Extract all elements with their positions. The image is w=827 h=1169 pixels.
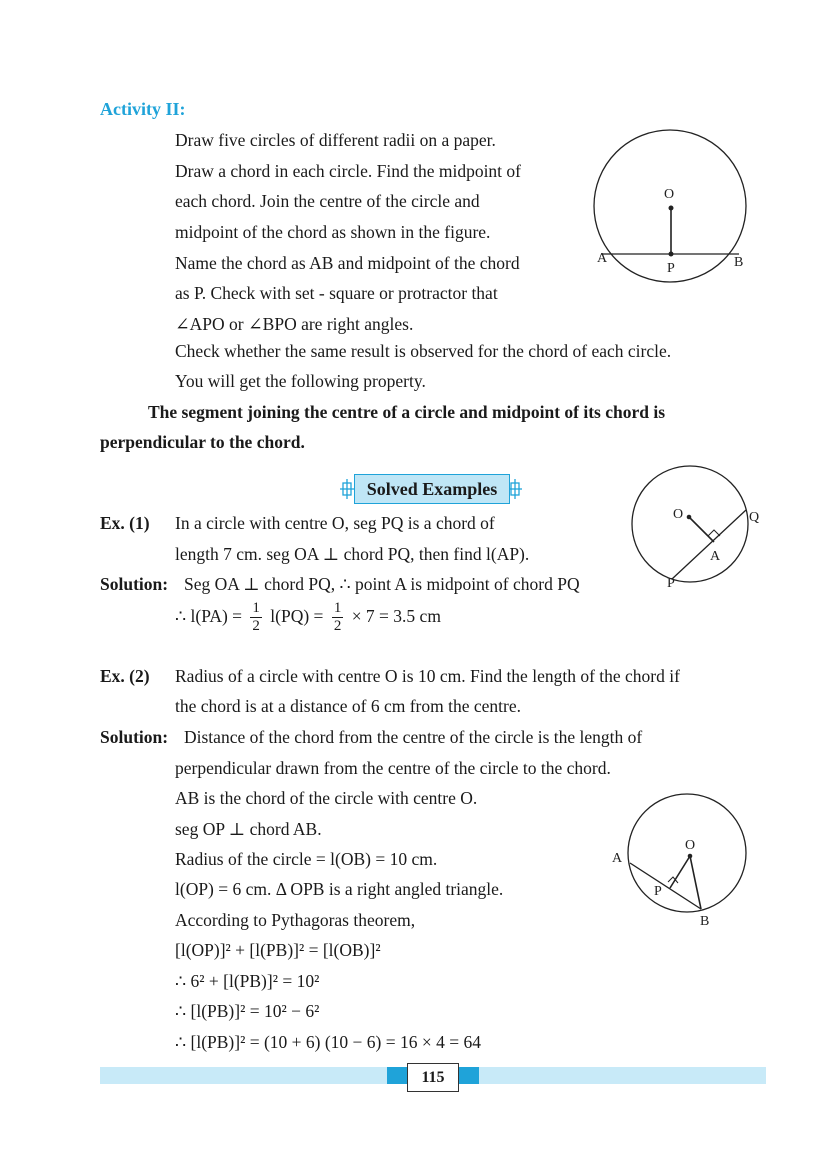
ex2-line: According to Pythagoras theorem, [175, 910, 416, 930]
segment-oa [689, 517, 714, 542]
label-o: O [664, 187, 675, 202]
ex2-line: Radius of the circle = l(OB) = 10 cm. [175, 849, 438, 869]
label-p: P [667, 576, 675, 591]
ex2-question-cont: the chord is at a distance of 6 cm from the centre. [175, 696, 521, 716]
ex2-label: Ex. (2) [100, 666, 150, 686]
activity-line: as P. Check with set - square or protractor that [175, 283, 498, 303]
activity-line: You will get the following property. [175, 371, 426, 391]
ex2-line: ∴ [l(PB)]² = 10² − 6² [175, 1001, 320, 1021]
chord-ab [630, 863, 701, 909]
ex1-question: In a circle with centre O, seg PQ is a chord of [175, 513, 495, 533]
activity-line: ∠APO or ∠BPO are right angles. [175, 314, 414, 334]
segment-ob [690, 856, 701, 909]
label-p: P [654, 884, 662, 899]
activity-line: Draw a chord in each circle. Find the midpoint of [175, 161, 522, 181]
ex2-solution-text: Distance of the chord from the centre of the circle is the length of [184, 727, 643, 747]
calc-end: × 7 = 3.5 cm [351, 606, 441, 626]
label-p: P [667, 261, 675, 276]
label-b: B [700, 914, 710, 929]
centre-point [669, 206, 674, 211]
activity-line: each chord. Join the centre of the circle and [175, 191, 480, 211]
ex1-question-cont: length 7 cm. seg OA ⊥ chord PQ, then find l(AP). [175, 544, 530, 564]
segment-op [670, 856, 690, 888]
ex2-line: AB is the chord of the circle with centre O. [175, 788, 478, 808]
fraction-den: 2 [252, 618, 260, 635]
label-o: O [685, 838, 696, 853]
calc-start: ∴ l(PA) = [175, 606, 243, 626]
ex1-label: Ex. (1) [100, 513, 150, 533]
solved-examples-title: Solved Examples [354, 474, 510, 504]
fraction-half [332, 600, 344, 635]
fraction-half [250, 600, 262, 635]
property-statement-cont: perpendicular to the chord. [100, 432, 305, 452]
property-statement: The segment joining the centre of a circle and midpoint of its chord is [148, 402, 666, 422]
midpoint-p [669, 252, 674, 257]
page-number: 115 [407, 1063, 459, 1092]
calc-mid: l(PQ) = [270, 606, 324, 626]
label-a: A [612, 851, 623, 866]
ex2-line: [l(OP)]² + [l(PB)]² = [l(OB)]² [175, 940, 381, 960]
label-a: A [597, 251, 608, 266]
ex1-circle-figure [628, 462, 753, 587]
activity-line: Name the chord as AB and midpoint of the chord [175, 253, 520, 273]
fraction-num: 1 [333, 600, 342, 617]
activity-line: Draw five circles of different radii on a paper. [175, 130, 496, 150]
fraction-den: 2 [333, 618, 342, 635]
centre-point [688, 854, 693, 859]
label-a: A [710, 549, 721, 564]
label-o: O [673, 507, 684, 522]
fraction-num: 1 [252, 600, 260, 617]
ex2-line: ∴ [l(PB)]² = (10 + 6) (10 − 6) = 16 × 4 = 64 [175, 1032, 481, 1052]
label-q: Q [749, 510, 760, 525]
ex2-line: l(OP) = 6 cm. Δ OPB is a right angled triangle. [175, 879, 504, 899]
ex2-line: ∴ 6² + [l(PB)]² = 10² [175, 971, 320, 991]
centre-point [687, 515, 692, 520]
ex2-question: Radius of a circle with centre O is 10 cm. Find the length of the chord if [175, 666, 680, 686]
ex2-line: seg OP ⊥ chord AB. [175, 819, 322, 839]
ex1-solution-text: Seg OA ⊥ chord PQ, ∴ point A is midpoint of chord PQ [184, 574, 580, 594]
ex2-solution-label: Solution: [100, 727, 169, 747]
label-b: B [734, 255, 744, 270]
ex2-line: perpendicular drawn from the centre of the circle to the chord. [175, 758, 611, 778]
activity-line: Check whether the same result is observed for the chord of each circle. [175, 341, 672, 361]
ex1-solution-label: Solution: [100, 574, 169, 594]
ex1-calculation [175, 596, 441, 636]
activity-line: midpoint of the chord as shown in the figure. [175, 222, 491, 242]
activity-heading: Activity II: [100, 99, 186, 119]
